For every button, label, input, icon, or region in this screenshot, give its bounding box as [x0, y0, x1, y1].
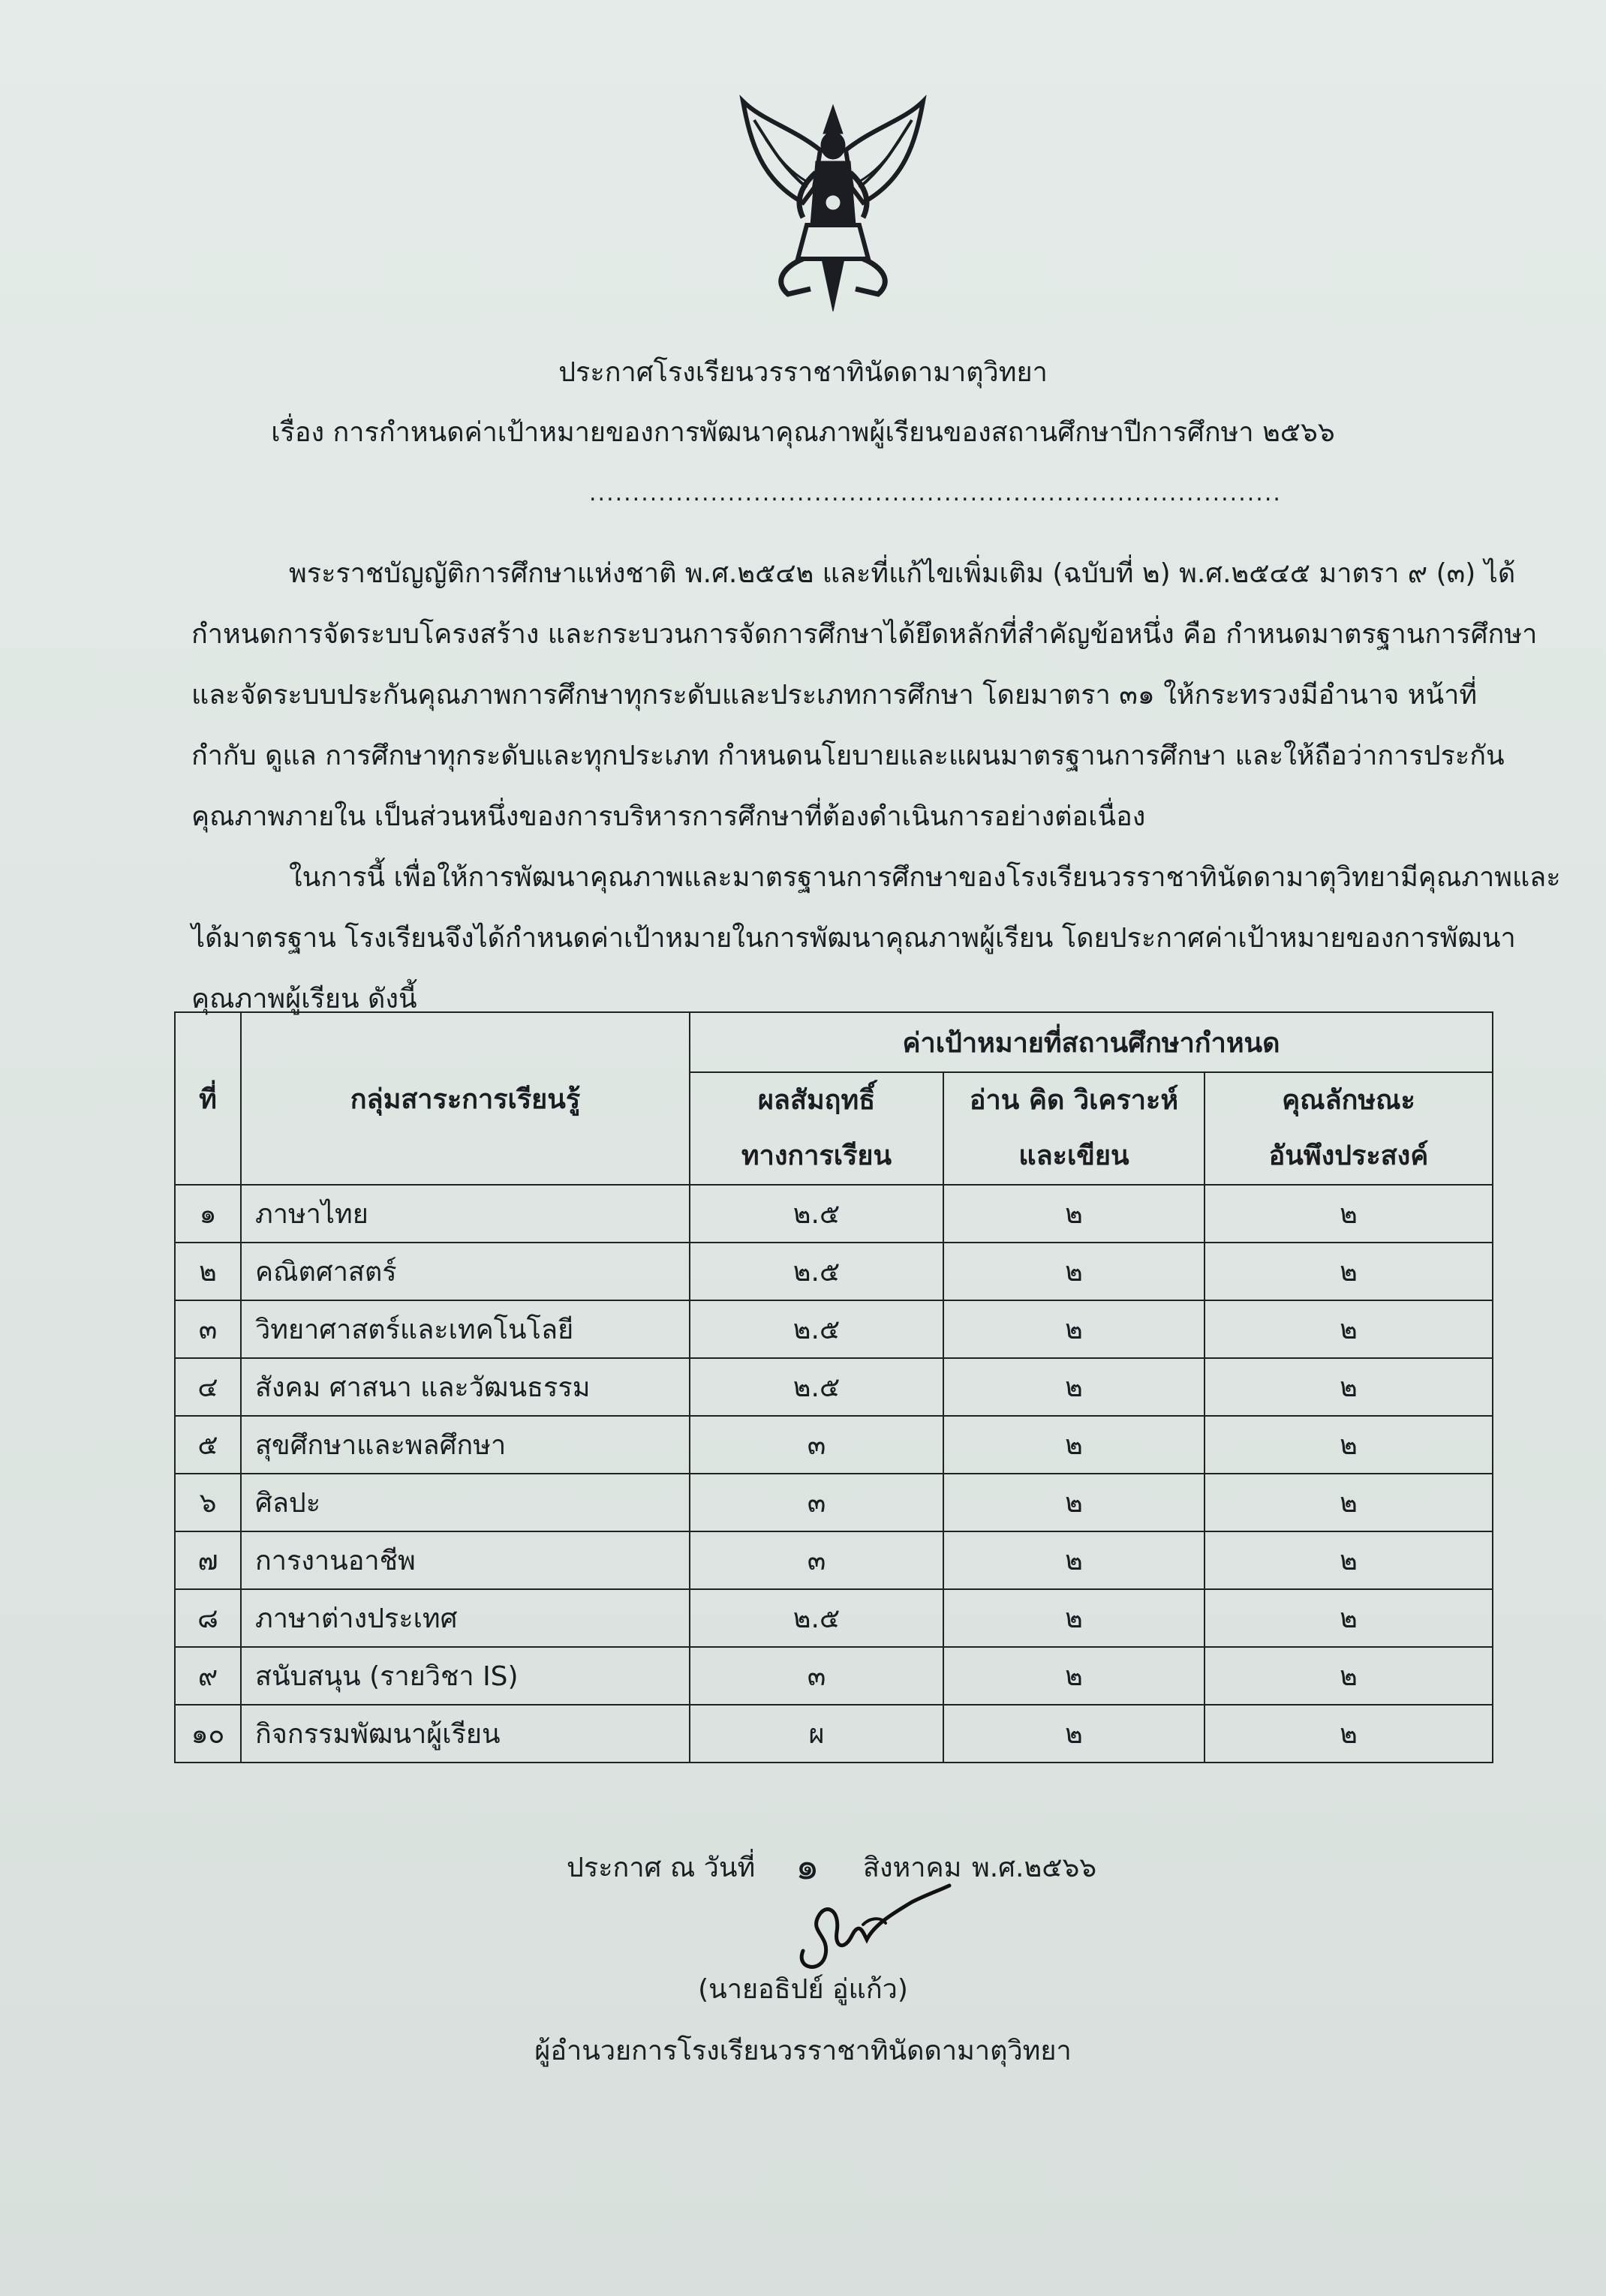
col-header-reading	[943, 1072, 1204, 1185]
table-row	[175, 1647, 1493, 1705]
row-subject: คณิตศาสตร์	[241, 1243, 690, 1300]
row-subject: ภาษาไทย	[241, 1185, 690, 1243]
signer-position: ผู้อำนวยการโรงเรียนวรราชาทินัดดามาตุวิทยา	[534, 2036, 1072, 2066]
paragraph-line: กำกับ ดูแล การศึกษาทุกระดับและทุกประเภท กำหนดนโยบายและแผนมาตรฐานการศึกษา และให้ถือว่าการประกัน	[191, 741, 1505, 771]
row-reading: ๒	[943, 1589, 1204, 1647]
row-number: ๕	[175, 1416, 241, 1474]
row-character: ๒	[1204, 1416, 1493, 1474]
row-character: ๒	[1204, 1705, 1493, 1763]
row-number: ๗	[175, 1531, 241, 1589]
row-character: ๒	[1204, 1647, 1493, 1705]
row-achievement: ๓	[690, 1416, 943, 1474]
document-title: ประกาศโรงเรียนวรราชาทินัดดามาตุวิทยา	[558, 357, 1048, 388]
row-subject: สังคม ศาสนา และวัฒนธรรม	[241, 1358, 690, 1416]
row-reading: ๒	[943, 1185, 1204, 1243]
row-reading: ๒	[943, 1705, 1204, 1763]
row-reading: ๒	[943, 1416, 1204, 1474]
row-number: ๑	[175, 1185, 241, 1243]
announce-year: พ.ศ.๒๕๖๖	[972, 1853, 1097, 1883]
row-character: ๒	[1204, 1300, 1493, 1358]
row-character: ๒	[1204, 1358, 1493, 1416]
col-header-subject: กลุ่มสาระการเรียนรู้	[241, 1012, 690, 1185]
table-row	[175, 1589, 1493, 1647]
announce-day: ๑	[795, 1844, 820, 1888]
row-number: ๔	[175, 1358, 241, 1416]
table-body	[175, 1185, 1493, 1763]
row-number: ๖	[175, 1474, 241, 1531]
header-line: คุณลักษณะ	[1282, 1085, 1415, 1116]
paragraph-line: และจัดระบบประกันคุณภาพการศึกษาทุกระดับและประเภทการศึกษา โดยมาตรา ๓๑ ให้กระทรวงมีอำนาจ หน้าที่	[191, 680, 1478, 711]
row-character: ๒	[1204, 1474, 1493, 1531]
announce-label: ประกาศ ณ วันที่	[567, 1853, 756, 1883]
row-reading: ๒	[943, 1358, 1204, 1416]
paragraph-line: พระราชบัญญัติการศึกษาแห่งชาติ พ.ศ.๒๕๔๒ และที่แก้ไขเพิ่มเติม (ฉบับที่ ๒) พ.ศ.๒๕๔๕ มาตรา ๙ (๓) ได้	[289, 558, 1516, 589]
separator-line: ................................................................................	[589, 480, 1282, 506]
row-reading: ๒	[943, 1647, 1204, 1705]
row-subject: ภาษาต่างประเทศ	[241, 1589, 690, 1647]
row-reading: ๒	[943, 1300, 1204, 1358]
row-subject: สนับสนุน (รายวิชา IS)	[241, 1647, 690, 1705]
row-achievement: ๒.๕	[690, 1589, 943, 1647]
row-character: ๒	[1204, 1531, 1493, 1589]
table-row	[175, 1474, 1493, 1531]
signer-name: (นายอธิปย์ อู่แก้ว)	[698, 1974, 908, 2005]
row-achievement: ๓	[690, 1474, 943, 1531]
paragraph-line: กำหนดการจัดระบบโครงสร้าง และกระบวนการจัดการศึกษาได้ยึดหลักที่สำคัญข้อหนึ่ง คือ กำหนดมาตรฐานการศึกษา	[191, 619, 1538, 650]
row-achievement: ๒.๕	[690, 1243, 943, 1300]
paragraph-line: ในการนี้ เพื่อให้การพัฒนาคุณภาพและมาตรฐานการศึกษาของโรงเรียนวรราชาทินัดดามาตุวิทยามีคุณภาพและ	[289, 862, 1561, 893]
row-number: ๑๐	[175, 1705, 241, 1763]
row-number: ๙	[175, 1647, 241, 1705]
paragraph-line: คุณภาพผู้เรียน ดังนี้	[191, 984, 417, 1014]
table-row	[175, 1416, 1493, 1474]
paragraph-1	[191, 543, 1538, 847]
row-character: ๒	[1204, 1185, 1493, 1243]
header-line: ทางการเรียน	[741, 1140, 892, 1171]
row-subject: วิทยาศาสตร์และเทคโนโลยี	[241, 1300, 690, 1358]
row-character: ๒	[1204, 1589, 1493, 1647]
row-subject: ศิลปะ	[241, 1474, 690, 1531]
row-reading: ๒	[943, 1474, 1204, 1531]
header-line: อ่าน คิด วิเคราะห์	[969, 1085, 1179, 1116]
paragraph-2	[191, 847, 1561, 1029]
row-achievement: ๒.๕	[690, 1185, 943, 1243]
table-row	[175, 1243, 1493, 1300]
col-header-achievement	[690, 1072, 943, 1185]
row-number: ๓	[175, 1300, 241, 1358]
header-line: และเขียน	[1018, 1140, 1129, 1171]
row-reading: ๒	[943, 1531, 1204, 1589]
garuda-emblem-icon	[732, 98, 934, 315]
table-row	[175, 1185, 1493, 1243]
row-number: ๒	[175, 1243, 241, 1300]
row-achievement: ๓	[690, 1531, 943, 1589]
paragraph-line: ได้มาตรฐาน โรงเรียนจึงได้กำหนดค่าเป้าหมายในการพัฒนาคุณภาพผู้เรียน โดยประกาศค่าเป้าหมายของการพัฒนา	[191, 923, 1516, 954]
paragraph-line: คุณภาพภายใน เป็นส่วนหนึ่งของการบริหารการศึกษาที่ต้องดำเนินการอย่างต่อเนื่อง	[191, 801, 1146, 832]
header-line: ผลสัมฤทธิ์	[757, 1085, 876, 1116]
targets-table	[174, 1011, 1493, 1763]
row-subject: การงานอาชีพ	[241, 1531, 690, 1589]
row-achievement: ๒.๕	[690, 1300, 943, 1358]
table-row	[175, 1300, 1493, 1358]
row-character: ๒	[1204, 1243, 1493, 1300]
table-row	[175, 1358, 1493, 1416]
col-header-no: ที่	[175, 1012, 241, 1185]
col-header-character	[1204, 1072, 1493, 1185]
col-header-group: ค่าเป้าหมายที่สถานศึกษากำหนด	[690, 1012, 1493, 1072]
document-subject: เรื่อง การกำหนดค่าเป้าหมายของการพัฒนาคุณภาพผู้เรียนของสถานศึกษาปีการศึกษา ๒๕๖๖	[271, 417, 1335, 448]
header-line: อันพึงประสงค์	[1268, 1140, 1429, 1171]
table-row	[175, 1531, 1493, 1589]
announce-month: สิงหาคม	[863, 1853, 962, 1883]
row-achievement: ผ	[690, 1705, 943, 1763]
row-subject: สุขศึกษาและพลศึกษา	[241, 1416, 690, 1474]
table-row	[175, 1705, 1493, 1763]
row-subject: กิจกรรมพัฒนาผู้เรียน	[241, 1705, 690, 1763]
row-number: ๘	[175, 1589, 241, 1647]
row-achievement: ๓	[690, 1647, 943, 1705]
row-achievement: ๒.๕	[690, 1358, 943, 1416]
row-reading: ๒	[943, 1243, 1204, 1300]
